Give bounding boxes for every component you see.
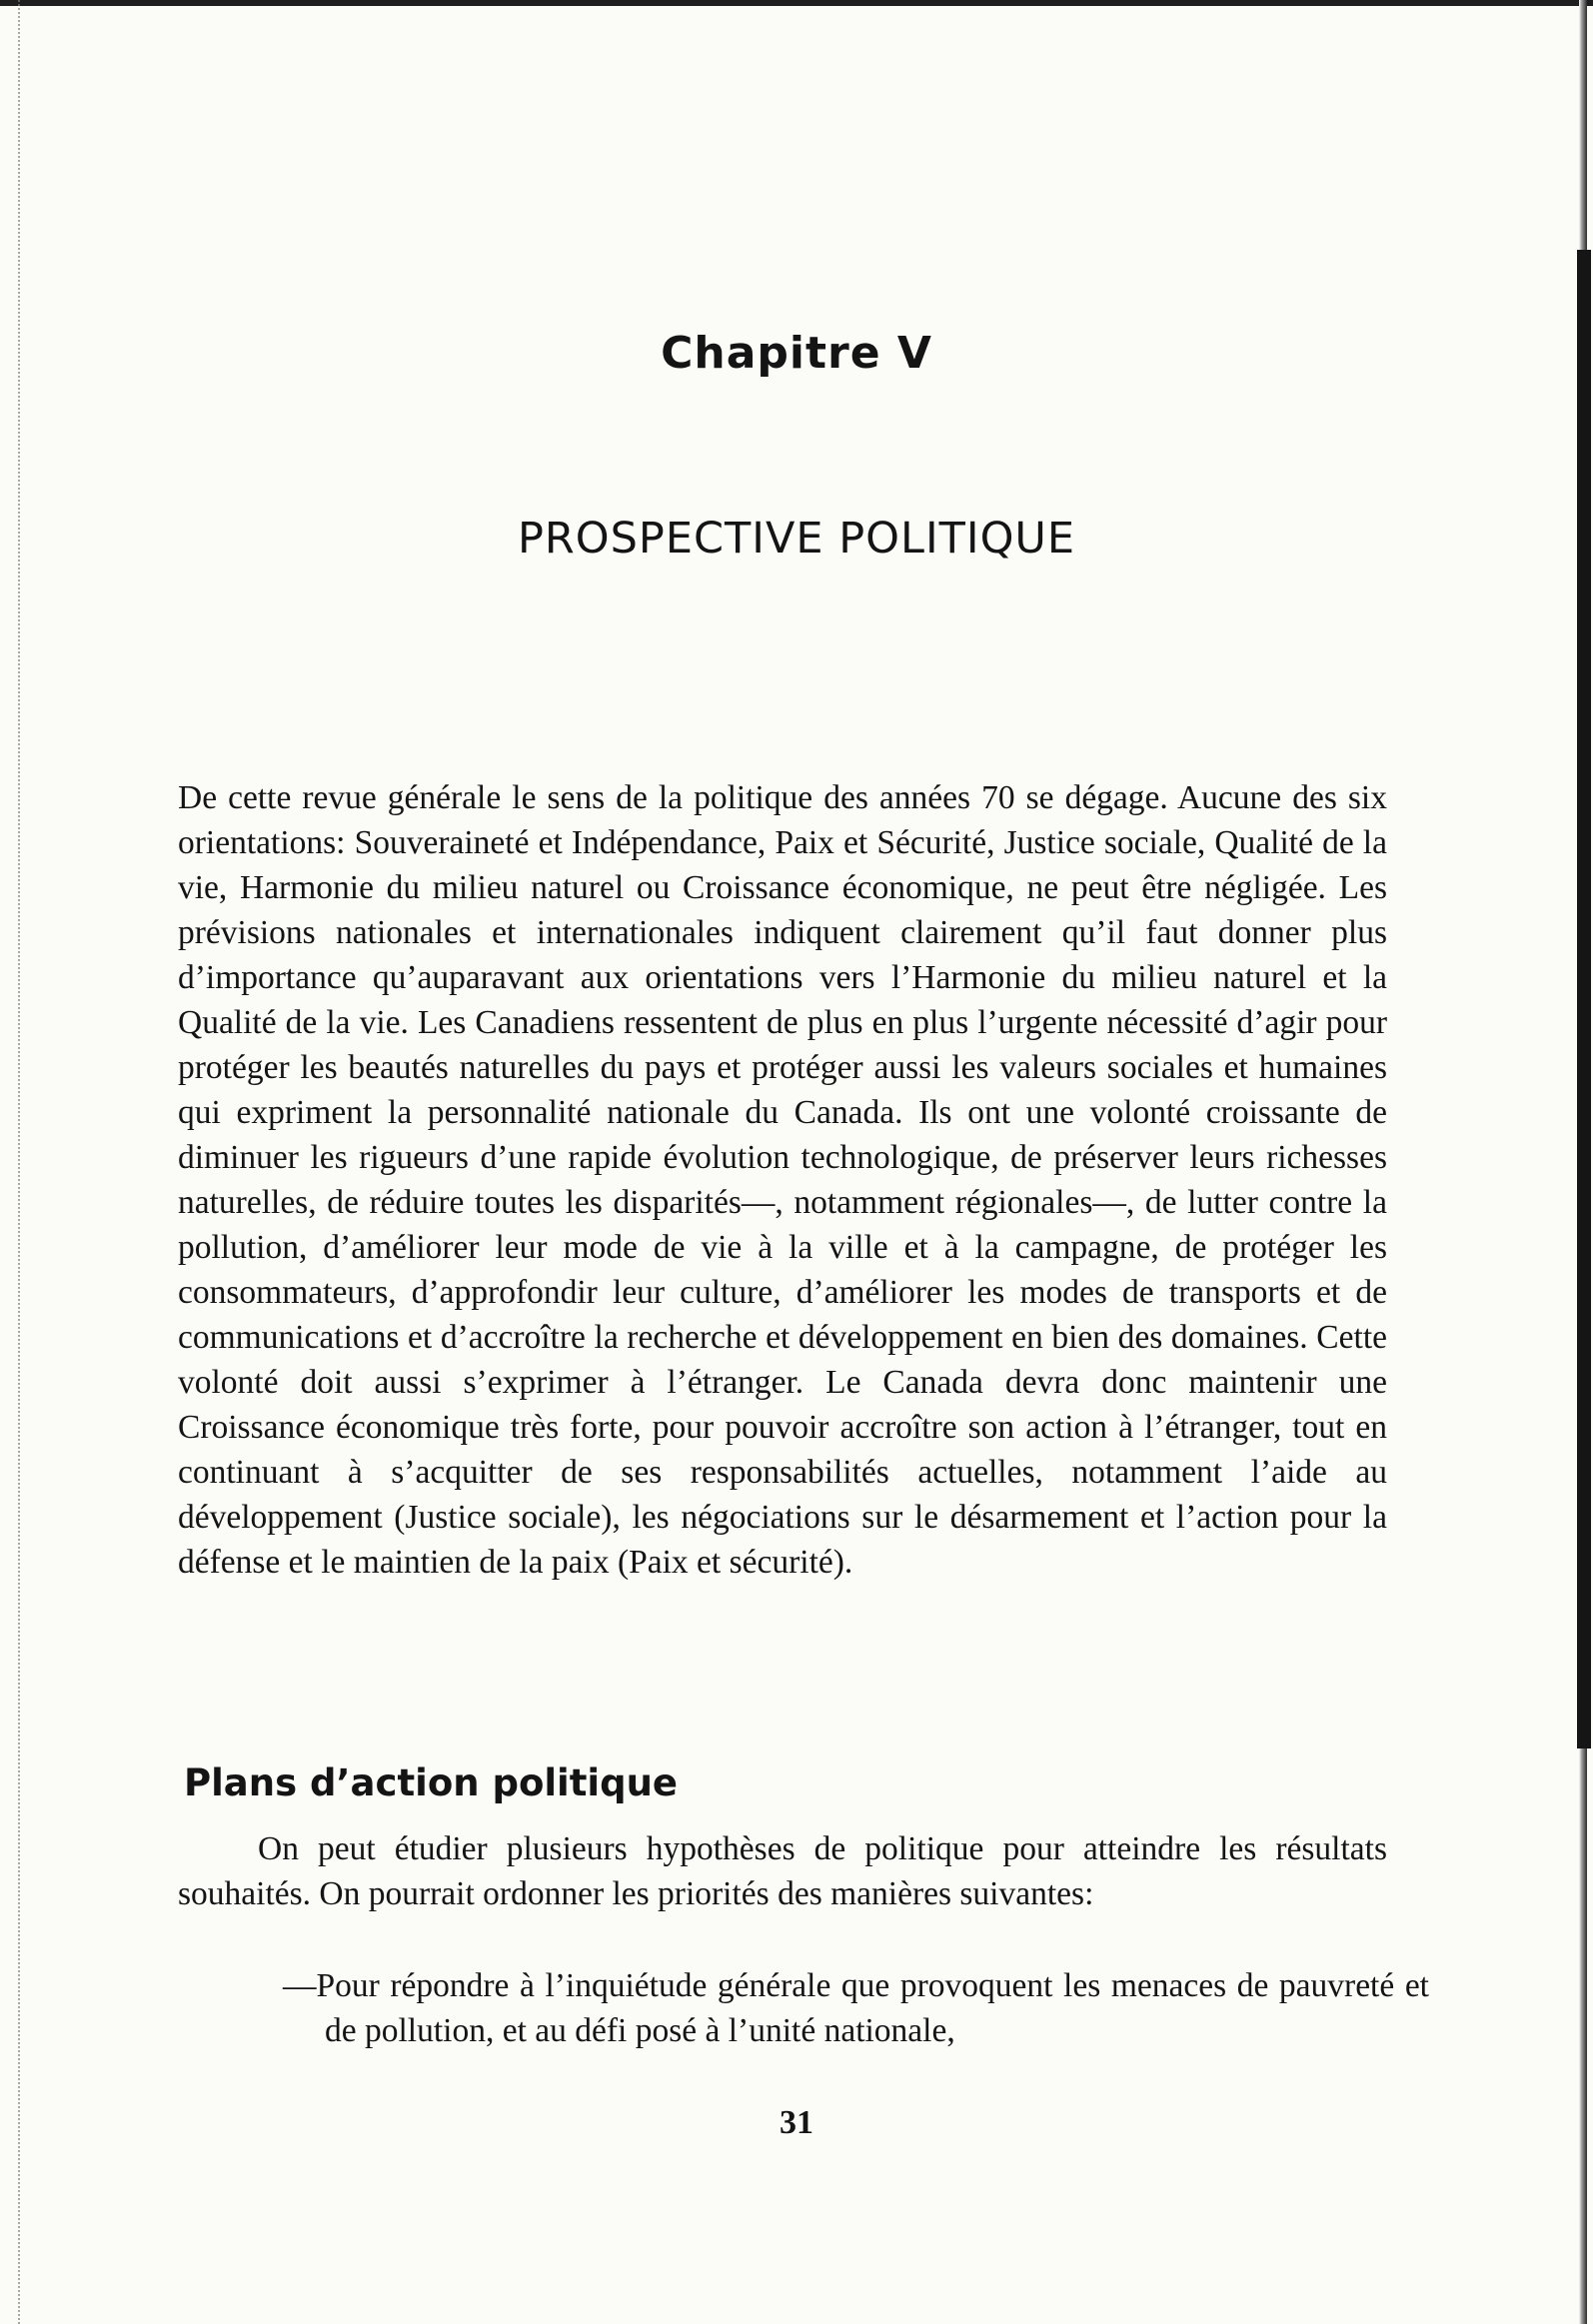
page-number: 31	[780, 2104, 813, 2141]
book-binding-shadow	[1577, 250, 1591, 1748]
scan-top-edge	[0, 0, 1593, 6]
chapter-label: Chapitre V	[661, 328, 932, 379]
intro-paragraph: De cette revue générale le sens de la politique des années 70 se dégage. Aucune des six orientations: Souveraineté et Indépendance, Paix et Sécurité, Justice sociale, Qualité de la vie, Harmonie du milieu naturel ou Croissance économique, ne peut être négligée. Les prévisions nationales et internationales indiquent clairement qu’il faut donner plus d’importance qu’auparavant aux orientations vers l’Harmonie du milieu naturel et la Qualité de la vie. Les Canadiens ressentent de plus en plus l’urgente nécessité d’agir pour protéger les beautés naturelles du pays et protéger aussi les valeurs sociales et humaines qui expriment la personnalité nationale du Canada. Ils ont une volonté croissante de diminuer les rigueurs d’une rapide évolution technologique, de préserver leurs richesses naturelles, de réduire toutes les disparités—, notamment régionales—, de lutter contre la pollution, d’améliorer leur mode de vie à la ville et à la campagne, de protéger les consommateurs, d’approfondir leur culture, d’améliorer les modes de transports et de communications et d’accroître la recherche et développement en bien des domaines. Cette volonté doit aussi s’exprimer à l’étranger. Le Canada devra donc maintenir une Croissance économique très forte, pour pouvoir accroître son action à l’étranger, tout en continuant à s’acquitter de ses responsabilités actuelles, notamment l’aide au développement (Justice sociale), les négociations sur le désarmement et l’action pour la défense et le maintien de la paix (Paix et sécurité).	[178, 779, 1387, 1581]
section-heading: Plans d’action politique	[184, 1761, 679, 1804]
list-item: —Pour répondre à l’inquiétude générale que provoquent les menaces de pauvreté et de pollution, et au défi posé à l’unité nationale,	[283, 1967, 1429, 2049]
chapter-title: PROSPECTIVE POLITIQUE	[517, 514, 1076, 564]
section-paragraph: On peut étudier plusieurs hypothèses de politique pour atteindre les résultats souhaités. On pourrait ordonner les priorités des manières suivantes:	[178, 1830, 1387, 1912]
